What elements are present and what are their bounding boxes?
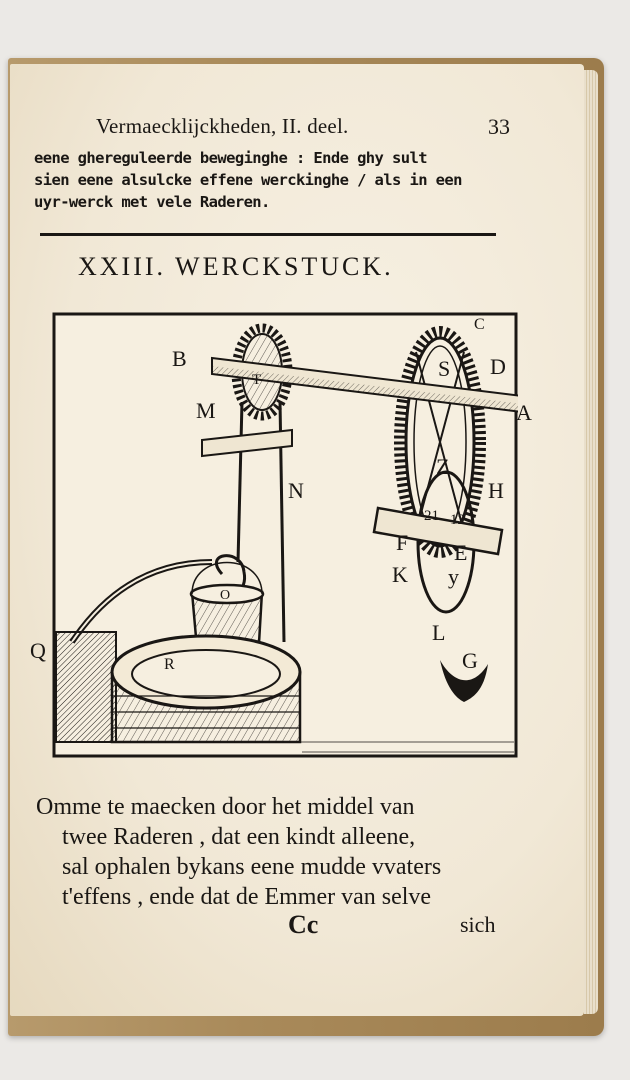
label-y: y xyxy=(448,564,459,589)
label-h: H xyxy=(488,478,504,503)
label-e: E xyxy=(454,540,468,565)
label-c: C xyxy=(474,316,485,333)
label-t: T xyxy=(252,372,262,388)
signature-mark: Cc xyxy=(288,910,319,939)
label-s: S xyxy=(438,356,451,381)
running-head: Vermaecklijckheden, II. deel. xyxy=(96,114,349,138)
body-line-2: twee Raderen , dat een kindt alleene, xyxy=(62,824,416,850)
label-12: 12 xyxy=(450,512,465,528)
page-header xyxy=(40,114,510,144)
page-edges xyxy=(584,70,598,1014)
label-d: D xyxy=(490,354,506,379)
label-k: K xyxy=(392,562,408,587)
well xyxy=(112,636,300,742)
body-line-4: t'effens , ende dat de Emmer van selve xyxy=(62,884,432,910)
intro-line-1: eene ghereguleerde beweginghe : Ende ghy sult xyxy=(34,149,427,167)
label-m: M xyxy=(196,398,216,423)
label-l: L xyxy=(432,620,446,645)
label-b: B xyxy=(172,346,187,371)
body-line-3: sal ophalen bykans eene mudde vvaters xyxy=(62,854,442,880)
label-z: Z xyxy=(436,454,450,479)
trough xyxy=(56,632,116,742)
label-g: G xyxy=(462,648,478,673)
label-q: Q xyxy=(30,638,46,663)
body-line-1: Omme te maecken door het middel van xyxy=(36,794,415,820)
label-21: 21 xyxy=(424,508,439,524)
label-r: R xyxy=(164,656,175,673)
section-title: XXIII. WERCKSTUCK. xyxy=(78,252,394,281)
label-o: O xyxy=(220,588,231,603)
label-a: A xyxy=(516,400,532,425)
label-n: N xyxy=(288,478,304,503)
catchword: sich xyxy=(460,912,496,937)
intro-line-3: uyr-werck met vele Raderen. xyxy=(34,193,270,211)
label-f: F xyxy=(396,530,409,555)
page-number: 33 xyxy=(488,114,510,139)
horizontal-rule xyxy=(40,233,496,236)
intro-line-2: sien eene alsulcke effene werckinghe / als in een xyxy=(34,171,462,189)
